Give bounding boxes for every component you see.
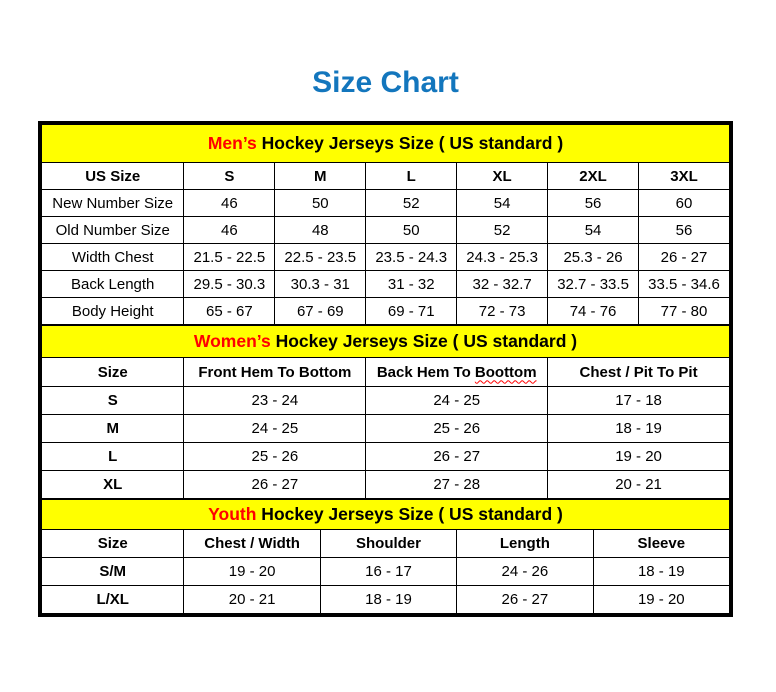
youth-column-header: Shoulder xyxy=(320,530,456,558)
womens-cell-value: 25 - 26 xyxy=(184,443,366,471)
womens-cell-value: 25 - 26 xyxy=(366,415,548,443)
mens-cell-value: 56 xyxy=(548,190,639,217)
womens-table-row xyxy=(42,415,730,443)
mens-cell-value: 54 xyxy=(457,190,548,217)
mens-cell-value: 24.3 - 25.3 xyxy=(457,244,548,271)
mens-cell-value: 52 xyxy=(366,190,457,217)
mens-cell-value: 33.5 - 34.6 xyxy=(639,271,730,298)
mens-cell-value: 72 - 73 xyxy=(457,298,548,325)
womens-cell-value: 18 - 19 xyxy=(548,415,730,443)
youth-cell-value: 18 - 19 xyxy=(593,558,729,586)
womens-table-row xyxy=(42,443,730,471)
mens-cell-value: 30.3 - 31 xyxy=(275,271,366,298)
mens-cell-value: 46 xyxy=(184,190,275,217)
youth-table-row xyxy=(42,558,730,586)
mens-table-row xyxy=(42,298,730,325)
youth-cell-value: 19 - 20 xyxy=(184,558,320,586)
womens-section-title xyxy=(42,326,730,358)
youth-cell-value: 26 - 27 xyxy=(457,586,593,614)
womens-table-row xyxy=(42,387,730,415)
womens-column-header: Size xyxy=(42,358,184,387)
youth-table-row xyxy=(42,586,730,614)
womens-section-title-rest: Hockey Jerseys Size ( US standard ) xyxy=(270,331,578,351)
youth-column-header: Size xyxy=(42,530,184,558)
mens-cell-value: 22.5 - 23.5 xyxy=(275,244,366,271)
womens-cell-value: 19 - 20 xyxy=(548,443,730,471)
mens-column-header: 3XL xyxy=(639,163,730,190)
womens-section-header-row xyxy=(42,326,730,358)
mens-column-header: US Size xyxy=(42,163,184,190)
mens-cell-value: 52 xyxy=(457,217,548,244)
womens-row-label: M xyxy=(42,415,184,443)
mens-column-header-row xyxy=(42,163,730,190)
mens-cell-value: 29.5 - 30.3 xyxy=(184,271,275,298)
mens-section-title-accent: Men’s xyxy=(207,133,257,153)
mens-column-header: 2XL xyxy=(548,163,639,190)
womens-cell-value: 24 - 25 xyxy=(366,387,548,415)
womens-cell-value: 26 - 27 xyxy=(184,471,366,499)
womens-row-label: XL xyxy=(42,471,184,499)
mens-table-row xyxy=(42,190,730,217)
womens-cell-value: 26 - 27 xyxy=(366,443,548,471)
size-tables xyxy=(38,121,733,617)
youth-section-title-rest: Hockey Jerseys Size ( US standard ) xyxy=(256,504,563,524)
womens-section-title-accent: Women’s xyxy=(193,331,271,351)
mens-row-label: Back Length xyxy=(42,271,184,298)
mens-row-label: Old Number Size xyxy=(42,217,184,244)
youth-cell-value: 16 - 17 xyxy=(320,558,456,586)
mens-cell-value: 74 - 76 xyxy=(548,298,639,325)
womens-row-label: S xyxy=(42,387,184,415)
mens-section-header-row xyxy=(42,125,730,163)
mens-cell-value: 50 xyxy=(366,217,457,244)
youth-section-title-accent: Youth xyxy=(208,504,257,524)
womens-cell-value: 20 - 21 xyxy=(548,471,730,499)
mens-cell-value: 25.3 - 26 xyxy=(548,244,639,271)
mens-table-row xyxy=(42,271,730,298)
youth-section-title xyxy=(42,500,730,530)
mens-cell-value: 32.7 - 33.5 xyxy=(548,271,639,298)
youth-column-header: Length xyxy=(457,530,593,558)
mens-cell-value: 65 - 67 xyxy=(184,298,275,325)
mens-cell-value: 32 - 32.7 xyxy=(457,271,548,298)
mens-cell-value: 54 xyxy=(548,217,639,244)
youth-section-header-row xyxy=(42,500,730,530)
mens-cell-value: 23.5 - 24.3 xyxy=(366,244,457,271)
mens-row-label: Width Chest xyxy=(42,244,184,271)
mens-size-table xyxy=(41,124,730,325)
youth-row-label: S/M xyxy=(42,558,184,586)
mens-cell-value: 21.5 - 22.5 xyxy=(184,244,275,271)
mens-cell-value: 60 xyxy=(639,190,730,217)
mens-column-header: S xyxy=(184,163,275,190)
womens-column-header: Front Hem To Bottom xyxy=(184,358,366,387)
mens-section-title-rest: Hockey Jerseys Size ( US standard ) xyxy=(256,133,564,153)
youth-cell-value: 20 - 21 xyxy=(184,586,320,614)
mens-cell-value: 56 xyxy=(639,217,730,244)
mens-table-row xyxy=(42,217,730,244)
mens-table-row xyxy=(42,244,730,271)
mens-cell-value: 48 xyxy=(275,217,366,244)
womens-cell-value: 27 - 28 xyxy=(366,471,548,499)
youth-column-header: Sleeve xyxy=(593,530,729,558)
mens-column-header: XL xyxy=(457,163,548,190)
youth-column-header-row xyxy=(42,530,730,558)
mens-section-title xyxy=(42,125,730,163)
womens-column-header: Back Hem To Boottom xyxy=(366,358,548,387)
mens-cell-value: 31 - 32 xyxy=(366,271,457,298)
womens-cell-value: 23 - 24 xyxy=(184,387,366,415)
page-title: Size Chart xyxy=(312,66,459,99)
youth-cell-value: 24 - 26 xyxy=(457,558,593,586)
mens-cell-value: 50 xyxy=(275,190,366,217)
mens-cell-value: 26 - 27 xyxy=(639,244,730,271)
womens-size-table xyxy=(41,325,730,499)
mens-column-header: L xyxy=(366,163,457,190)
mens-cell-value: 67 - 69 xyxy=(275,298,366,325)
womens-column-header: Chest / Pit To Pit xyxy=(548,358,730,387)
mens-row-label: New Number Size xyxy=(42,190,184,217)
youth-cell-value: 19 - 20 xyxy=(593,586,729,614)
youth-column-header: Chest / Width xyxy=(184,530,320,558)
mens-cell-value: 69 - 71 xyxy=(366,298,457,325)
womens-column-header-row xyxy=(42,358,730,387)
mens-column-header: M xyxy=(275,163,366,190)
mens-cell-value: 46 xyxy=(184,217,275,244)
womens-cell-value: 17 - 18 xyxy=(548,387,730,415)
mens-row-label: Body Height xyxy=(42,298,184,325)
youth-size-table xyxy=(41,499,730,614)
womens-table-row xyxy=(42,471,730,499)
womens-row-label: L xyxy=(42,443,184,471)
misspelled-word: Boottom xyxy=(474,363,537,381)
youth-row-label: L/XL xyxy=(42,586,184,614)
womens-cell-value: 24 - 25 xyxy=(184,415,366,443)
youth-cell-value: 18 - 19 xyxy=(320,586,456,614)
mens-cell-value: 77 - 80 xyxy=(639,298,730,325)
